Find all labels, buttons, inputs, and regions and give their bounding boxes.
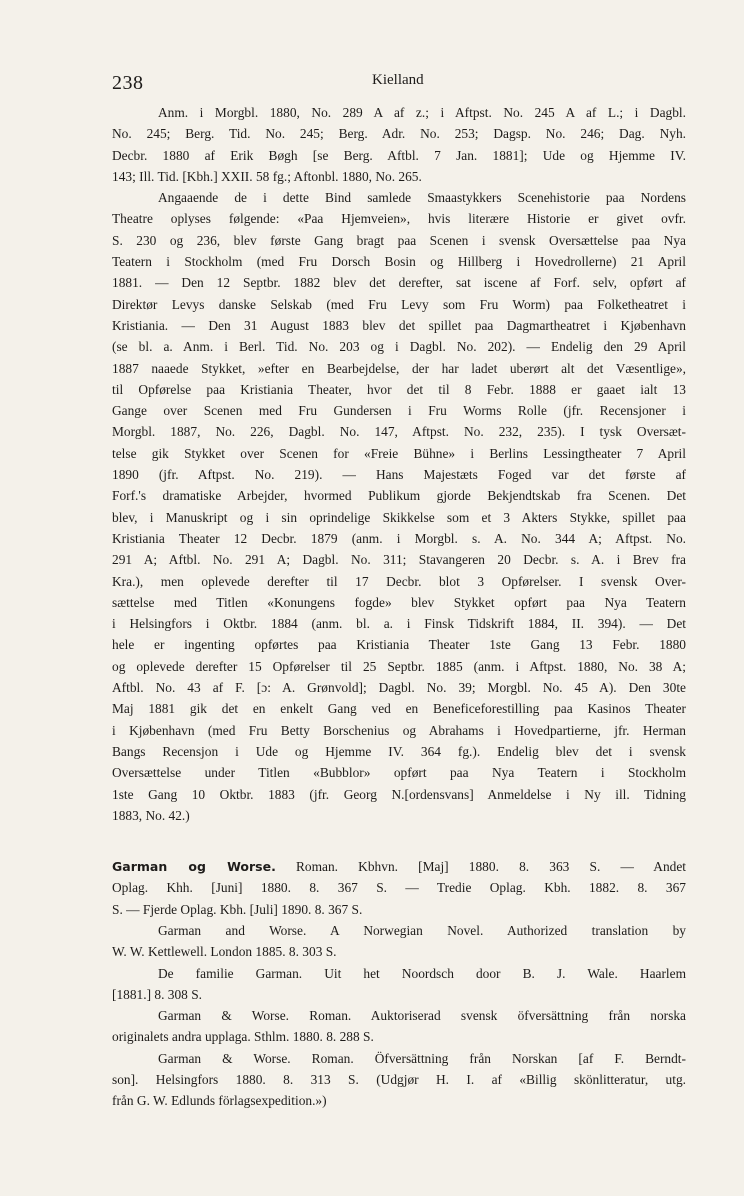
text-line: Decbr. 1880 af Erik Bøgh [se Berg. Aftbl. 7 Jan. 1881]; Ude og Hjemme IV. <box>112 147 686 163</box>
text-line: S. — Fjerde Oplag. Kbh. [Juli] 1890. 8. 367 S. <box>112 901 363 917</box>
text-line: Bangs Recensjon i Ude og Hjemme IV. 364 fg.). Endelig blev det i svensk <box>112 743 686 759</box>
text-line <box>112 856 686 877</box>
text-line: Kristiania Theater 12 Decbr. 1879 (anm. i Morgbl. s. A. No. 344 A; Aftpst. No. <box>112 530 686 546</box>
angaaende-paragraph <box>112 187 686 826</box>
text-line: från G. W. Edlunds förlagsexpedition.») <box>112 1093 327 1109</box>
text-line: Forf.'s dramatiske Arbejder, hvormed Publikum gjorde Bekjendtskab fra Scenen. Det <box>112 488 686 504</box>
text-line: 291 A; Aftbl. No. 291 A; Dagbl. No. 311; Stavangeren 20 Decbr. s. A. i Brev fra <box>112 552 686 568</box>
text-line: sættelse med Titlen «Konungens fogde» blev Stykket opført paa Nya Teatern <box>112 594 686 610</box>
page-text <box>112 102 686 1112</box>
entry-text: Roman. Kbhvn. [Maj] 1880. 8. 363 S. — Andet <box>296 859 686 875</box>
text-line: Oversættelse under Titlen «Bubblor» opført paa Nya Teatern i Stockholm <box>112 765 686 781</box>
text-line: 1ste Gang 10 Oktbr. 1883 (jfr. Georg N.[ordensvans] Anmeldelse i Ny ill. Tidning <box>112 786 686 802</box>
text-line: i Kjøbenhavn (med Fru Betty Borschenius og Abrahams i Hovedpartierne, jfr. Herman <box>112 722 686 738</box>
text-line: blev, i Manuskript og i sin oprindelige Skikkelse som et 3 Akters Stykke, spillet paa <box>112 509 686 525</box>
entry-title: Garman og Worse. <box>112 859 276 875</box>
section-gap <box>112 826 686 856</box>
text-line: Teatern i Stockholm (med Fru Dorsch Bosin og Hillberg i Hovedrollerne) 21 April <box>112 254 686 270</box>
text-line: originalets andra upplaga. Sthlm. 1880. 8. 288 S. <box>112 1029 374 1045</box>
text-line: De familie Garman. Uit het Noordsch door B. J. Wale. Haarlem <box>158 965 686 981</box>
text-line: Maj 1881 gik det en enkelt Gang ved en Beneficeforestilling paa Kasinos Theater <box>112 701 686 717</box>
text-line: Gange over Scenen med Fru Gundersen i Fru Worms Rolle (jfr. Recensjoner i <box>112 403 686 419</box>
anm-paragraph <box>112 102 686 187</box>
text-line: 143; Ill. Tid. [Kbh.] XXII. 58 fg.; Aftonbl. 1880, No. 265. <box>112 168 422 184</box>
garman-entry <box>112 856 686 920</box>
text-line: 1887 naaede Stykket, »efter en Bearbejdelse, der har ladet uberørt alt det Væsentlige», <box>112 360 686 376</box>
text-line: og oplevede derefter 15 Opførelser til 25 Septbr. 1885 (anm. i Aftpst. 1880, No. 38 A; <box>112 658 686 674</box>
text-line: Kristiania. — Den 31 August 1883 blev det spillet paa Dagmartheatret i Kjøbenhavn <box>112 317 686 333</box>
text-line: W. W. Kettlewell. London 1885. 8. 303 S. <box>112 944 337 960</box>
text-line: Kra.), men oplevede derefter til 17 Decbr. blot 3 Opførelser. I svensk Over- <box>112 573 686 589</box>
text-line: S. 230 og 236, blev første Gang bragt paa Scenen i svensk Oversættelse paa Nya <box>112 232 686 248</box>
text-line: hele er ingenting opførtes paa Kristiania Theater 1ste Gang 13 Febr. 1880 <box>112 637 686 653</box>
translation-dutch <box>112 963 686 1006</box>
text-line: Anm. i Morgbl. 1880, No. 289 A af z.; i Aftpst. No. 245 A af L.; i Dagbl. <box>158 105 686 120</box>
text-line: Aftbl. No. 43 af F. [ɔ: A. Grønvold]; Dagbl. No. 39; Morgbl. No. 45 A). Den 30te <box>112 680 686 696</box>
text-line: son]. Helsingfors 1880. 8. 313 S. (Udgjør H. I. af «Billig skönlitteratur, utg. <box>112 1072 686 1088</box>
text-line: Angaaende de i dette Bind samlede Smaastykkers Scenehistorie paa Nordens <box>158 190 686 206</box>
text-line: Oplag. Khh. [Juni] 1880. 8. 367 S. — Tredie Oplag. Kbh. 1882. 8. 367 <box>112 880 686 896</box>
text-line: Theatre oplyses følgende: «Paa Hjemveien», hvis literære Historie er givet ovfr. <box>112 211 686 227</box>
translation-english <box>112 920 686 963</box>
text-line: i Helsingfors i Oktbr. 1884 (anm. bl. a. i Finsk Tidskrift 1884, II. 394). — Det <box>112 616 686 632</box>
text-line: Garman & Worse. Roman. Auktoriserad svensk öfversättning från norska <box>158 1008 686 1024</box>
text-line: til Opførelse paa Kristiania Theater, hvor det til 8 Febr. 1888 er gaaet ialt 13 <box>112 381 686 397</box>
text-line: (se bl. a. Anm. i Berl. Tid. No. 203 og i Dagbl. No. 202). — Endelig den 29 April <box>112 339 686 355</box>
text-line: 1890 (jfr. Aftpst. No. 219). — Hans Majestæts Foged var det første af <box>112 467 686 483</box>
translation-finnish-swedish <box>112 1048 686 1112</box>
text-line: Morgbl. 1887, No. 226, Dagbl. No. 147, Aftpst. No. 232, 235). I tysk Oversæt- <box>112 424 686 440</box>
text-line: [1881.] 8. 308 S. <box>112 986 203 1002</box>
text-line: Garman & Worse. Roman. Öfversättning från Norskan [af F. Berndt- <box>158 1050 686 1066</box>
text-line: 1881. — Den 12 Septbr. 1882 blev det derefter, sat iscene af Forf. selv, opført af <box>112 275 686 291</box>
running-head: Kielland <box>372 72 424 88</box>
text-line: telse gik Stykket over Scenen for «Freie Bühne» i Berlins Lessingtheater 7 April <box>112 445 686 461</box>
text-line: 1883, No. 42.) <box>112 807 190 823</box>
text-line: Direktør Levys danske Selskab (med Fru Levy som Fru Worm) paa Folketheatret i <box>112 296 686 312</box>
translation-swedish <box>112 1005 686 1048</box>
text-line: Garman and Worse. A Norwegian Novel. Authorized translation by <box>158 922 686 938</box>
page-number: 238 <box>112 72 144 94</box>
text-line: No. 245; Berg. Tid. No. 245; Berg. Adr. No. 253; Dagsp. No. 246; Dag. Nyh. <box>112 126 686 142</box>
